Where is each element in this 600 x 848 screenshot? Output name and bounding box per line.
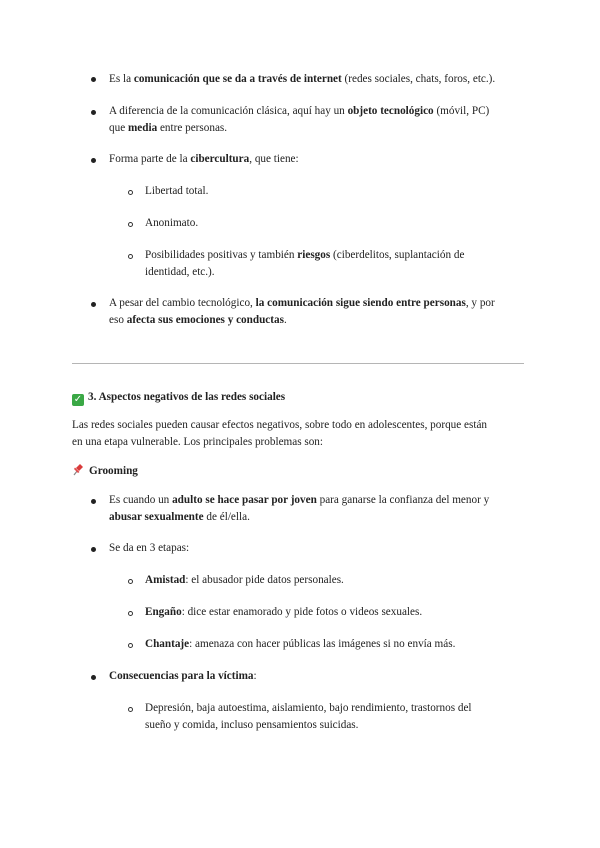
text: Anonimato. xyxy=(145,217,199,229)
sub-bullet-deception xyxy=(145,604,422,621)
sub-bullet-consequences-line1 xyxy=(145,700,472,717)
bullet-dot xyxy=(91,302,96,307)
sub-bullet-circle xyxy=(128,579,133,584)
grooming-title: Grooming xyxy=(89,465,138,477)
text: sueño y comida, incluso pensamientos suicidas. xyxy=(145,719,359,731)
sub-bullet-circle xyxy=(128,254,133,259)
bullet-dot xyxy=(91,110,96,115)
horizontal-divider xyxy=(72,363,524,364)
pushpin-icon xyxy=(72,463,84,476)
sub-bullet-circle xyxy=(128,190,133,195)
text: : xyxy=(253,670,257,682)
text: (redes sociales, chats, foros, etc.). xyxy=(341,73,496,85)
text: : el abusador pide datos personales. xyxy=(185,574,344,586)
bold-text: media xyxy=(127,122,158,134)
bold-text: objeto tecnológico xyxy=(347,105,434,117)
bold-text: Engaño xyxy=(145,606,182,618)
bullet-between-people-line1 xyxy=(109,295,495,312)
sub-bullet-blackmail xyxy=(145,636,455,653)
check-mark-icon: ✓ xyxy=(73,394,83,405)
bullet-cyberculture xyxy=(109,151,299,168)
bold-text: Amistad xyxy=(145,574,186,586)
text: Posibilidades positivas y también xyxy=(145,249,298,261)
sub-bullet-anonymity xyxy=(145,215,198,232)
bold-text: riesgos xyxy=(297,249,331,261)
section-heading xyxy=(72,389,285,406)
text: Forma parte de la xyxy=(109,153,191,165)
bullet-internet-communication xyxy=(109,71,495,88)
bullet-consequences xyxy=(109,668,257,685)
bullet-dot xyxy=(91,158,96,163)
bold-text: Chantaje xyxy=(145,638,190,650)
text: Se da en 3 etapas: xyxy=(109,542,190,554)
text: Libertad total. xyxy=(145,185,209,197)
text: identidad, etc.). xyxy=(145,266,215,278)
text: . xyxy=(283,314,287,326)
intro-paragraph-line2 xyxy=(72,434,323,451)
sub-bullet-circle xyxy=(128,643,133,648)
text: Es la xyxy=(109,73,134,85)
bullet-dot xyxy=(91,77,96,82)
text: entre personas. xyxy=(157,122,228,134)
text: : amenaza con hacer públicas las imágenes si no envía más. xyxy=(189,638,456,650)
bullet-dot xyxy=(91,675,96,680)
bullet-three-stages xyxy=(109,540,189,557)
text: que xyxy=(109,122,128,134)
sub-bullet-risks-line2 xyxy=(145,264,215,281)
bold-text: afecta sus emociones y conductas xyxy=(126,314,284,326)
grooming-heading xyxy=(72,463,138,480)
text: : dice estar enamorado y pide fotos o videos sexuales. xyxy=(181,606,423,618)
bullet-grooming-definition-line1 xyxy=(109,492,489,509)
bold-text: Consecuencias para la víctima xyxy=(109,670,254,682)
text: de él/ella. xyxy=(203,511,250,523)
sub-bullet-circle xyxy=(128,222,133,227)
sub-bullet-friendship xyxy=(145,572,344,589)
text: , y por xyxy=(465,297,495,309)
sub-bullet-circle xyxy=(128,707,133,712)
text: (móvil, PC) xyxy=(433,105,490,117)
sub-bullet-consequences-line2 xyxy=(145,717,358,734)
text: A pesar del cambio tecnológico, xyxy=(109,297,256,309)
text: , que tiene: xyxy=(249,153,299,165)
text: eso xyxy=(109,314,127,326)
bullet-technological-object-line1 xyxy=(109,103,489,120)
text: en una etapa vulnerable. Los principales problemas son: xyxy=(72,436,324,448)
bullet-dot xyxy=(91,499,96,504)
text: Depresión, baja autoestima, aislamiento, bajo rendimiento, trastornos del xyxy=(145,702,472,714)
bold-text: comunicación que se da a través de internet xyxy=(133,73,342,85)
bold-text: cibercultura xyxy=(190,153,250,165)
sub-bullet-circle xyxy=(128,611,133,616)
bullet-dot xyxy=(91,547,96,552)
intro-paragraph-line1 xyxy=(72,417,487,434)
text: A diferencia de la comunicación clásica, aquí hay un xyxy=(109,105,348,117)
text: para ganarse la confianza del menor y xyxy=(316,494,490,506)
bold-text: la comunicación sigue siendo entre personas xyxy=(255,297,466,309)
text: (ciberdelitos, suplantación de xyxy=(330,249,465,261)
text: Las redes sociales pueden causar efectos negativos, sobre todo en adolescentes, porque están xyxy=(72,419,488,431)
sub-bullet-risks-line1 xyxy=(145,247,464,264)
bullet-between-people-line2 xyxy=(109,312,287,329)
section-title: 3. Aspectos negativos de las redes sociales xyxy=(88,391,286,403)
bullet-technological-object-line2 xyxy=(109,120,227,137)
sub-bullet-total-freedom xyxy=(145,183,208,200)
bold-text: abusar sexualmente xyxy=(109,511,204,523)
bullet-grooming-definition-line2 xyxy=(109,509,250,526)
text: Es cuando un xyxy=(109,494,173,506)
bold-text: adulto se hace pasar por joven xyxy=(172,494,317,506)
